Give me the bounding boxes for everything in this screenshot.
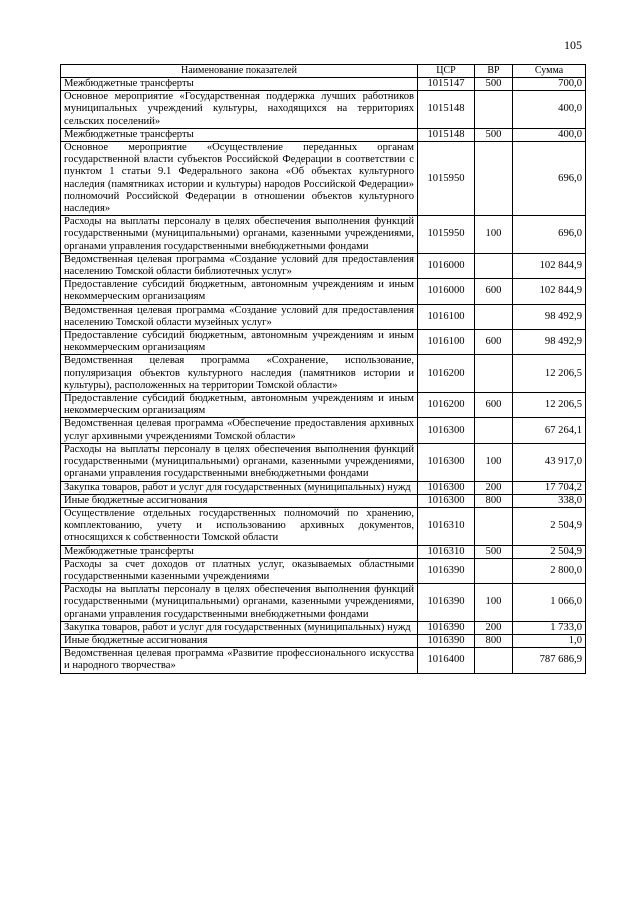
row-vr: 600: [475, 279, 513, 304]
row-name: Расходы за счет доходов от платных услуг, оказываемых областными государственными казенными учреждениями: [61, 558, 418, 583]
row-vr: 100: [475, 584, 513, 622]
table-row: [61, 216, 586, 254]
row-sum: 12 206,5: [513, 393, 586, 418]
row-csr: 1016400: [418, 648, 475, 673]
row-vr: 100: [475, 216, 513, 254]
table-row: [61, 507, 586, 545]
row-csr: 1016390: [418, 558, 475, 583]
row-name: Предоставление субсидий бюджетным, автономным учреждениям и иным некоммерческим организациям: [61, 393, 418, 418]
table-row: [61, 78, 586, 91]
row-sum: 338,0: [513, 494, 586, 507]
row-csr: 1015147: [418, 78, 475, 91]
row-vr: 600: [475, 393, 513, 418]
row-csr: 1015148: [418, 91, 475, 129]
budget-table: [60, 64, 586, 674]
table-row: [61, 330, 586, 355]
row-vr: 600: [475, 330, 513, 355]
header-csr: ЦСР: [418, 65, 475, 78]
row-sum: 787 686,9: [513, 648, 586, 673]
row-sum: 17 704,2: [513, 481, 586, 494]
header-row: [61, 65, 586, 78]
page-number: 105: [564, 38, 582, 52]
row-vr: [475, 648, 513, 673]
row-name: Межбюджетные трансферты: [61, 128, 418, 141]
row-vr: 200: [475, 621, 513, 634]
row-sum: 67 264,1: [513, 418, 586, 443]
row-name: Ведомственная целевая программа «Сохранение, использование, популяризация объектов культурного наследия (памятников истории и культуры), расположенных на территории Томской области»: [61, 355, 418, 393]
table-row: [61, 128, 586, 141]
row-vr: [475, 253, 513, 278]
row-sum: 102 844,9: [513, 279, 586, 304]
row-csr: 1016390: [418, 634, 475, 647]
row-vr: [475, 91, 513, 129]
table-row: [61, 279, 586, 304]
row-name: Расходы на выплаты персоналу в целях обеспечения выполнения функций государственными (муниципальными) органами, казенными учреждениями, органами управления государственными внебюджетными фондами: [61, 216, 418, 254]
row-name: Предоставление субсидий бюджетным, автономным учреждениям и иным некоммерческим организациям: [61, 330, 418, 355]
row-csr: 1016390: [418, 584, 475, 622]
row-sum: 12 206,5: [513, 355, 586, 393]
row-name: Ведомственная целевая программа «Обеспечение предоставления архивных услуг архивными учреждениями Томской области»: [61, 418, 418, 443]
table-header: [61, 65, 586, 78]
row-name: Межбюджетные трансферты: [61, 78, 418, 91]
row-vr: [475, 558, 513, 583]
table-row: [61, 648, 586, 673]
table-row: [61, 634, 586, 647]
row-csr: 1016200: [418, 355, 475, 393]
row-vr: [475, 507, 513, 545]
row-sum: 1 733,0: [513, 621, 586, 634]
row-csr: 1015950: [418, 142, 475, 216]
table-row: [61, 443, 586, 481]
table-row: [61, 355, 586, 393]
row-name: Ведомственная целевая программа «Развитие профессионального искусства и народного творчества»: [61, 648, 418, 673]
table-row: [61, 584, 586, 622]
table-row: [61, 142, 586, 216]
row-csr: 1016310: [418, 545, 475, 558]
row-vr: 500: [475, 78, 513, 91]
row-name: Ведомственная целевая программа «Создание условий для предоставления населению Томской области музейных услуг»: [61, 304, 418, 329]
row-vr: 100: [475, 443, 513, 481]
row-vr: 800: [475, 494, 513, 507]
row-csr: 1016100: [418, 330, 475, 355]
row-csr: 1016000: [418, 279, 475, 304]
table-row: [61, 558, 586, 583]
row-name: Осуществление отдельных государственных полномочий по хранению, комплектованию, учету и использованию архивных документов, относящихся к собственности Томской области: [61, 507, 418, 545]
row-name: Расходы на выплаты персоналу в целях обеспечения выполнения функций государственными (муниципальными) органами, казенными учреждениями, органами управления государственными внебюджетными фондами: [61, 443, 418, 481]
table-row: [61, 621, 586, 634]
row-sum: 98 492,9: [513, 304, 586, 329]
row-csr: 1016390: [418, 621, 475, 634]
row-csr: 1016100: [418, 304, 475, 329]
row-vr: 200: [475, 481, 513, 494]
row-sum: 102 844,9: [513, 253, 586, 278]
row-vr: [475, 418, 513, 443]
table-row: [61, 418, 586, 443]
row-csr: 1016310: [418, 507, 475, 545]
header-name: Наименование показателей: [61, 65, 418, 78]
row-sum: 1,0: [513, 634, 586, 647]
row-name: Иные бюджетные ассигнования: [61, 494, 418, 507]
row-name: Закупка товаров, работ и услуг для государственных (муниципальных) нужд: [61, 621, 418, 634]
table-row: [61, 393, 586, 418]
table-row: [61, 253, 586, 278]
table-row: [61, 481, 586, 494]
row-csr: 1016300: [418, 443, 475, 481]
row-csr: 1015950: [418, 216, 475, 254]
row-vr: [475, 355, 513, 393]
table-row: [61, 91, 586, 129]
row-name: Ведомственная целевая программа «Создание условий для предоставления населению Томской области библиотечных услуг»: [61, 253, 418, 278]
row-name: Расходы на выплаты персоналу в целях обеспечения выполнения функций государственными (муниципальными) органами, казенными учреждениями, органами управления государственными внебюджетными фондами: [61, 584, 418, 622]
header-vr: ВР: [475, 65, 513, 78]
row-sum: 2 800,0: [513, 558, 586, 583]
row-sum: 400,0: [513, 128, 586, 141]
row-sum: 2 504,9: [513, 545, 586, 558]
row-sum: 98 492,9: [513, 330, 586, 355]
row-csr: 1016200: [418, 393, 475, 418]
row-vr: 500: [475, 128, 513, 141]
row-csr: 1015148: [418, 128, 475, 141]
row-name: Иные бюджетные ассигнования: [61, 634, 418, 647]
row-name: Межбюджетные трансферты: [61, 545, 418, 558]
row-name: Основное мероприятие «Осуществление переданных органам государственной власти субъектов Российской Федерации в соответствии с пунктом 1 статьи 9.1 Федерального закона «Об объектах культурного наследия (памятниках истории и культуры) народов Российской Федерации» полномочий Российской Федерации в отношении объектов культурного наследия»: [61, 142, 418, 216]
row-sum: 43 917,0: [513, 443, 586, 481]
header-sum: Сумма: [513, 65, 586, 78]
row-csr: 1016000: [418, 253, 475, 278]
row-vr: 500: [475, 545, 513, 558]
row-vr: [475, 142, 513, 216]
row-name: Основное мероприятие «Государственная поддержка лучших работников муниципальных учреждений культуры, находящихся на территориях сельских поселений»: [61, 91, 418, 129]
table-body: [61, 78, 586, 674]
row-csr: 1016300: [418, 418, 475, 443]
row-csr: 1016300: [418, 481, 475, 494]
row-sum: 400,0: [513, 91, 586, 129]
row-name: Закупка товаров, работ и услуг для государственных (муниципальных) нужд: [61, 481, 418, 494]
row-sum: 696,0: [513, 142, 586, 216]
row-sum: 696,0: [513, 216, 586, 254]
row-vr: [475, 304, 513, 329]
table-row: [61, 494, 586, 507]
row-sum: 1 066,0: [513, 584, 586, 622]
table-row: [61, 304, 586, 329]
row-vr: 800: [475, 634, 513, 647]
row-sum: 2 504,9: [513, 507, 586, 545]
row-csr: 1016300: [418, 494, 475, 507]
row-name: Предоставление субсидий бюджетным, автономным учреждениям и иным некоммерческим организациям: [61, 279, 418, 304]
row-sum: 700,0: [513, 78, 586, 91]
table-row: [61, 545, 586, 558]
